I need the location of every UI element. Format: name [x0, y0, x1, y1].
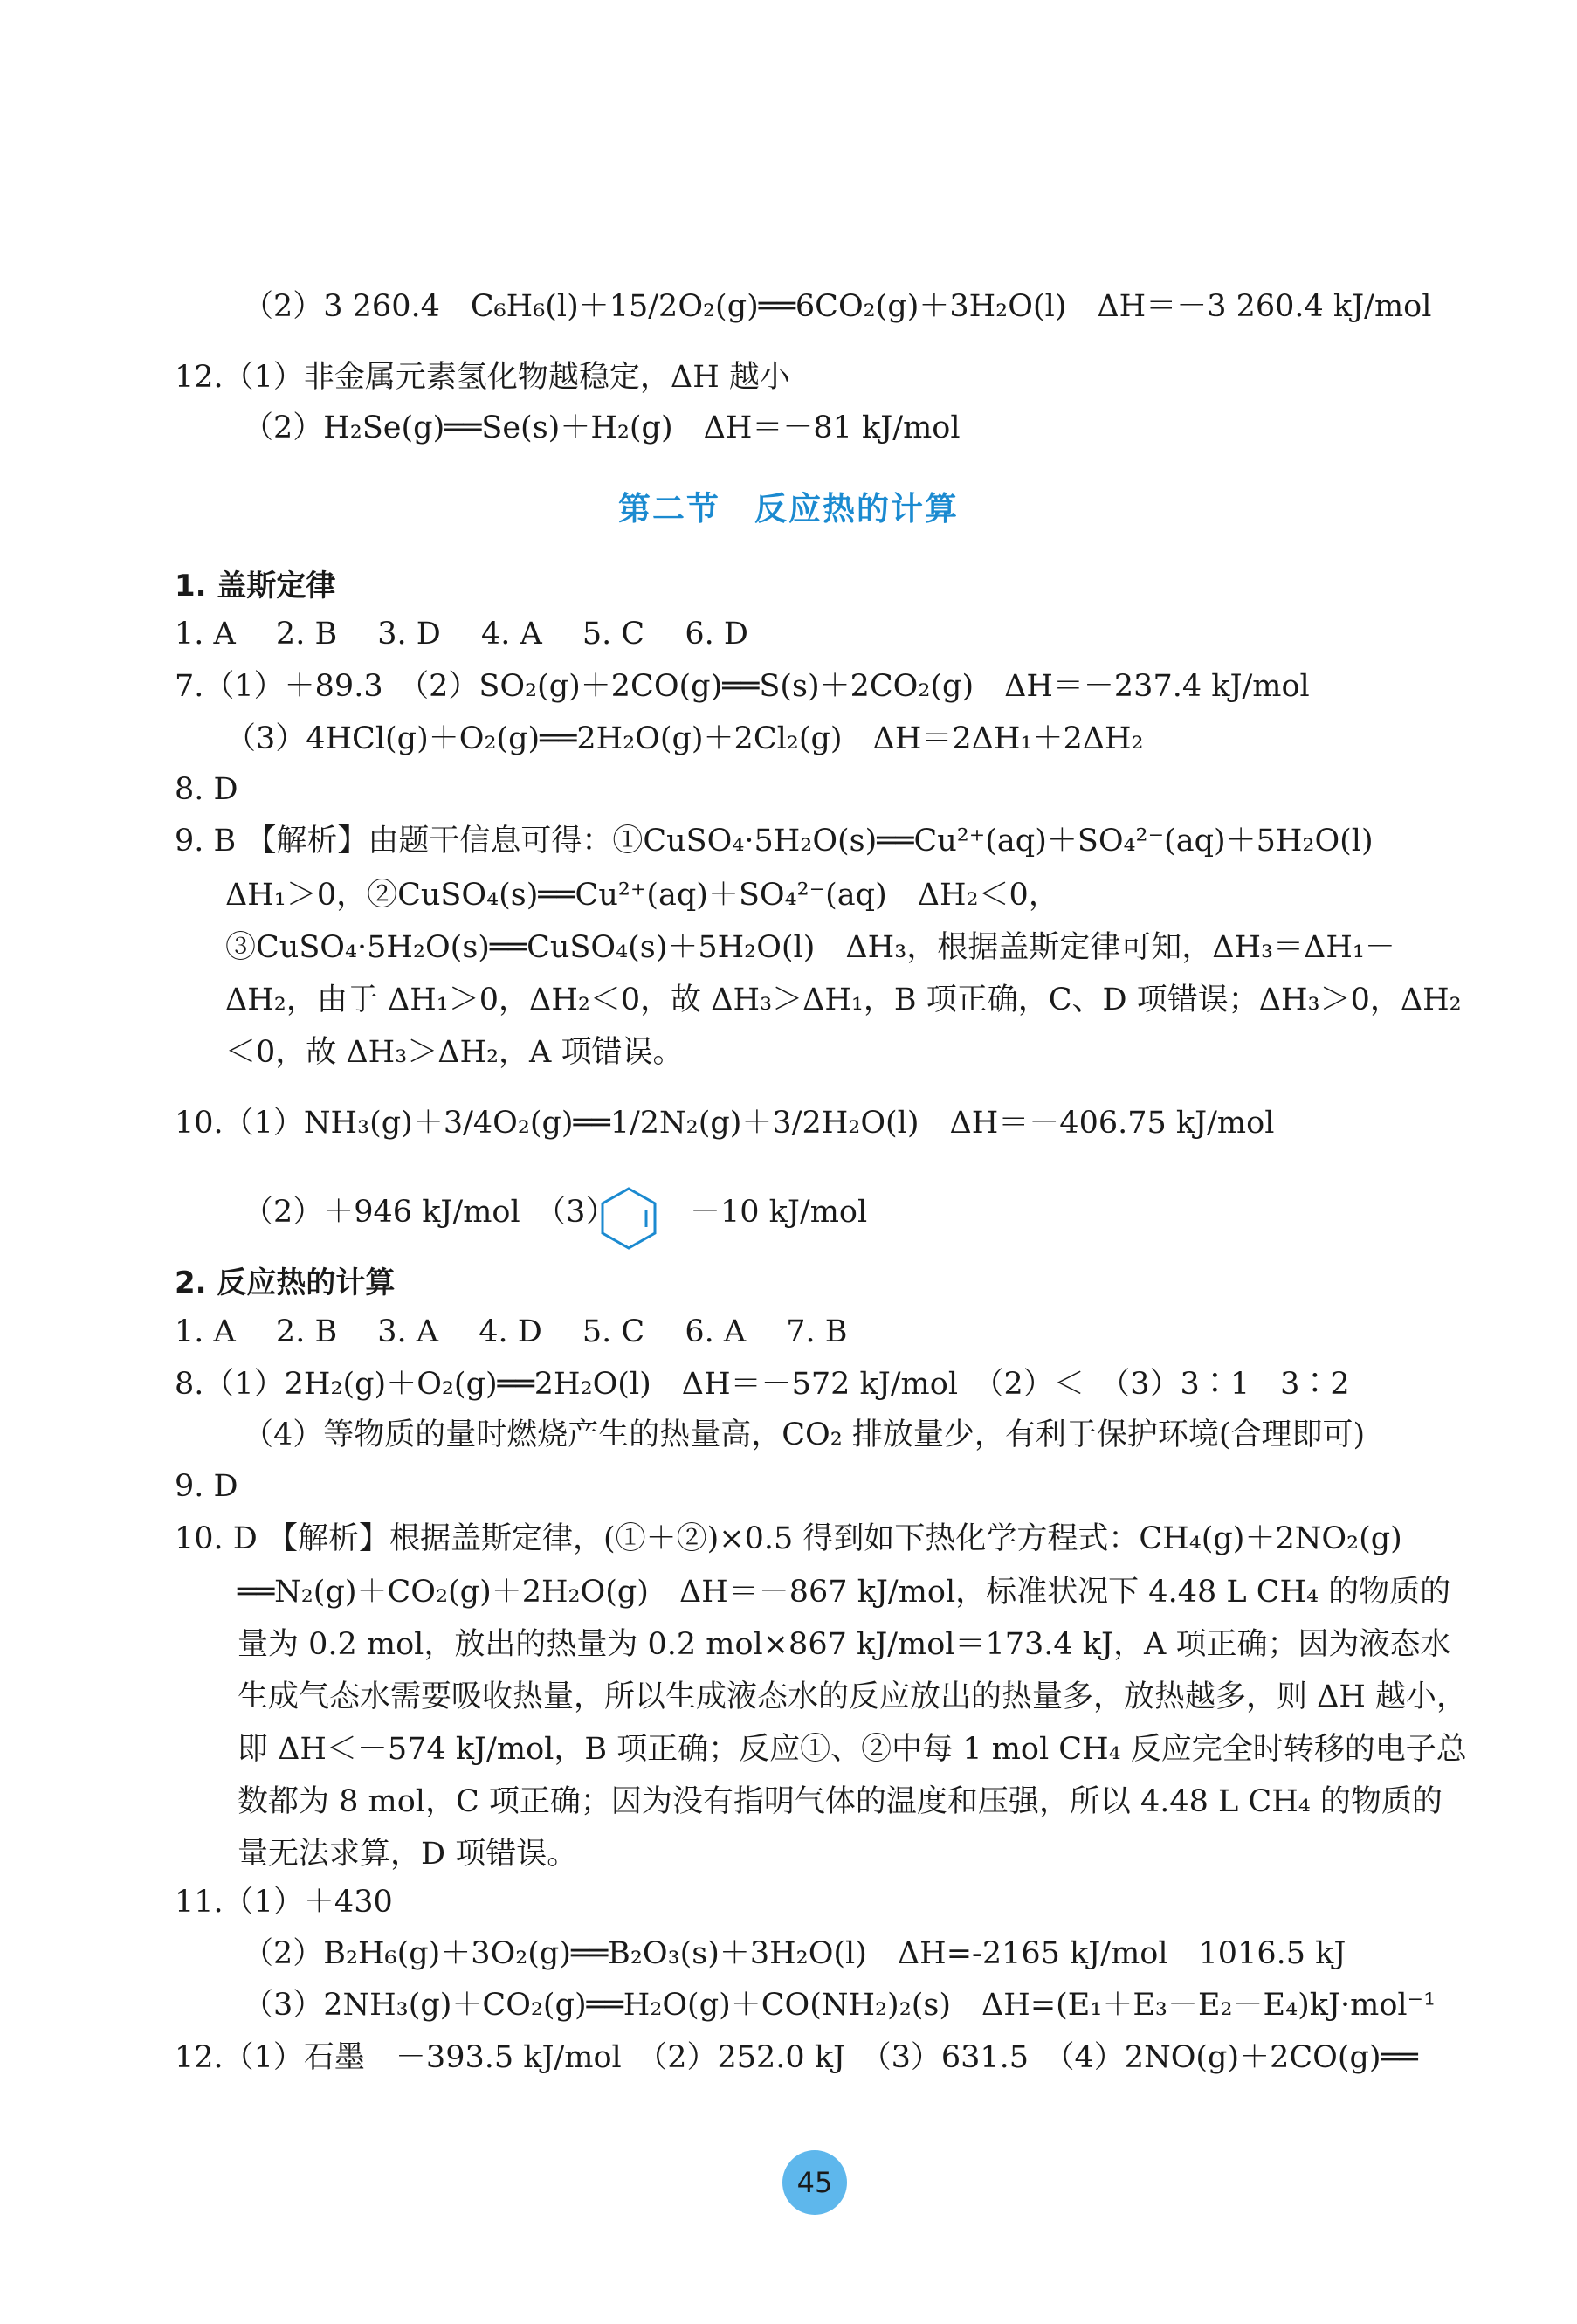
answer-line: （2）3 260.4 C₆H₆(l)＋15/2O₂(g)══6CO₂(g)＋3H₂O(l) ΔH＝－3 260.4 kJ/mol	[243, 289, 1432, 324]
answer-line: 8. D	[175, 772, 238, 807]
answer-line: 12.（1）非金属元素氢化物越稳定，ΔH 越小	[175, 360, 790, 395]
answer-line: （2）H₂Se(g)══Se(s)＋H₂(g) ΔH＝－81 kJ/mol	[243, 410, 961, 445]
answer-line: 9. B 【解析】由题干信息可得：①CuSO₄·5H₂O(s)══Cu²⁺(aq)＋SO₄²⁻(aq)＋5H₂O(l)	[175, 824, 1374, 859]
answer-line: （3）4HCl(g)＋O₂(g)══2H₂O(g)＋2Cl₂(g) ΔH＝2ΔH₁＋2ΔH₂	[225, 721, 1144, 756]
answer-line: 1. A 2. B 3. D 4. A 5. C 6. D	[175, 617, 748, 652]
answer-line: 12.（1）石墨 －393.5 kJ/mol （2）252.0 kJ （3）631.5 （4）2NO(g)＋2CO(g)══	[175, 2040, 1418, 2075]
explanation-paragraph: ΔH₁＞0，②CuSO₄(s)══Cu²⁺(aq)＋SO₄²⁻(aq) ΔH₂＜0，③CuSO₄·5H₂O(s)══CuSO₄(s)＋5H₂O(l) ΔH₃，根据盖斯定律可知，ΔH₃＝ΔH₁－ΔH₂，由于 ΔH₁＞0，ΔH₂＜0，故 ΔH₃＞ΔH₁，B 项正确，C、D 项错误；ΔH₃＞0，ΔH₂＜0，故 ΔH₃＞ΔH₂，A 项错误。	[225, 878, 1462, 1070]
subsection-title: 1. 盖斯定律	[175, 569, 336, 603]
answer-line: （2）＋946 kJ/mol （3）	[243, 1195, 616, 1230]
answer-line: －10 kJ/mol	[690, 1195, 868, 1230]
answer-line: 7.（1）＋89.3 （2）SO₂(g)＋2CO(g)══S(s)＋2CO₂(g) ΔH＝－237.4 kJ/mol	[175, 669, 1310, 704]
answer-line: 9. D	[175, 1469, 238, 1504]
answer-line: （2）B₂H₆(g)＋3O₂(g)══B₂O₃(s)＋3H₂O(l) ΔH=-2165 kJ/mol 1016.5 kJ	[243, 1936, 1346, 1971]
answer-line: 10.（1）NH₃(g)＋3/4O₂(g)══1/2N₂(g)＋3/2H₂O(l) ΔH＝－406.75 kJ/mol	[175, 1106, 1275, 1141]
answer-line: 8.（1）2H₂(g)＋O₂(g)══2H₂O(l) ΔH＝－572 kJ/mol （2）＜ （3）3∶1 3∶2	[175, 1367, 1350, 1402]
page-number: 45	[782, 2150, 847, 2215]
explanation-paragraph: ══N₂(g)＋CO₂(g)＋2H₂O(g) ΔH＝－867 kJ/mol，标准状况下 4.48 L CH₄ 的物质的量为 0.2 mol，放出的热量为 0.2 mol×867 kJ/mol＝173.4 kJ，A 项正确；因为液态水生成气态水需要吸收热量，所以生成液态水的反应放出的热量多，放热越多，则 ΔH 越小，即 ΔH＜－574 kJ/mol，B 项正确；反应①、②中每 1 mol CH₄ 反应完全时转移的电子总数都为 8 mol，C 项正确；因为没有指明气体的温度和压强，所以 4.48 L CH₄ 的物质的量无法求算，D 项错误。	[238, 1575, 1468, 1872]
section-title: 第二节 反应热的计算	[618, 490, 959, 528]
answer-line: 1. A 2. B 3. A 4. D 5. C 6. A 7. B	[175, 1314, 848, 1349]
answer-line: （3）2NH₃(g)＋CO₂(g)══H₂O(g)＋CO(NH₂)₂(s) ΔH=(E₁＋E₃－E₂－E₄)kJ·mol⁻¹	[243, 1988, 1436, 2023]
answer-line: 10. D 【解析】根据盖斯定律，(①＋②)×0.5 得到如下热化学方程式：CH₄(g)＋2NO₂(g)	[175, 1521, 1402, 1556]
answer-line: （4）等物质的量时燃烧产生的热量高，CO₂ 排放量少，有利于保护环境(合理即可)	[243, 1417, 1366, 1452]
subsection-title: 2. 反应热的计算	[175, 1265, 396, 1300]
answer-line: 11.（1）＋430	[175, 1885, 393, 1920]
benzene-ring-icon	[594, 1183, 664, 1253]
